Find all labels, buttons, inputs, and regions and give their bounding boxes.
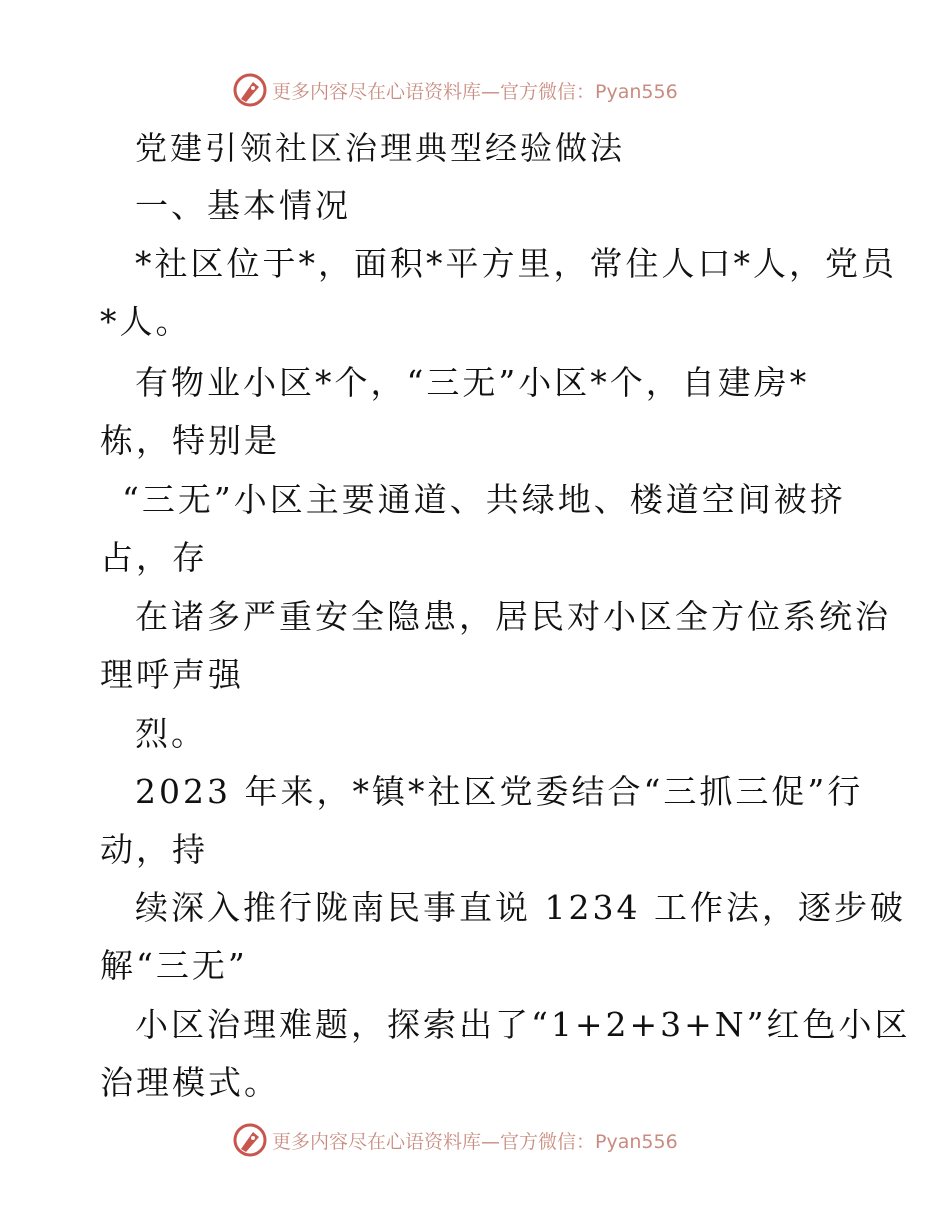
paragraph-line: 2023 年来，*镇*社区党委结合“三抓三促”行	[135, 772, 864, 811]
paragraph-line: 治理模式。	[100, 1063, 280, 1102]
paragraph-line: *人。	[100, 302, 192, 341]
paragraph-line: 有物业小区*个，“三无”小区*个，自建房*	[135, 363, 810, 402]
paragraph-line: 烈。	[135, 714, 207, 753]
document-title: 党建引领社区治理典型经验做法	[135, 129, 626, 167]
watermark-text: 更多内容尽在心语资料库—官方微信：Pyan556	[272, 1130, 678, 1153]
pen-nib-logo-icon	[232, 1122, 268, 1158]
section-heading: 一、基本情况	[135, 186, 351, 225]
paragraph-line: 理呼声强	[100, 655, 244, 694]
paragraph-line: 小区治理难题，探索出了“1+2+3+N”红色小区	[135, 1005, 911, 1044]
paragraph-line: 动，持	[100, 830, 208, 869]
paragraph-line: 占，存	[100, 538, 208, 577]
paragraph-line: 在诸多严重安全隐患，居民对小区全方位系统治	[135, 597, 891, 636]
paragraph-line: *社区位于*，面积*平方里，常住人口*人，党员	[135, 244, 897, 283]
watermark-text: 更多内容尽在心语资料库—官方微信：Pyan556	[272, 80, 678, 103]
pen-nib-logo-icon	[232, 72, 268, 108]
header-watermark	[232, 70, 678, 110]
paragraph-line: “三无”小区主要通道、共绿地、楼道空间被挤	[122, 480, 846, 519]
paragraph-line: 续深入推行陇南民事直说 1234 工作法，逐步破	[135, 888, 906, 927]
paragraph-line: 栋，特别是	[100, 421, 280, 460]
paragraph-line: 解“三无”	[100, 946, 248, 985]
footer-watermark	[232, 1120, 678, 1160]
